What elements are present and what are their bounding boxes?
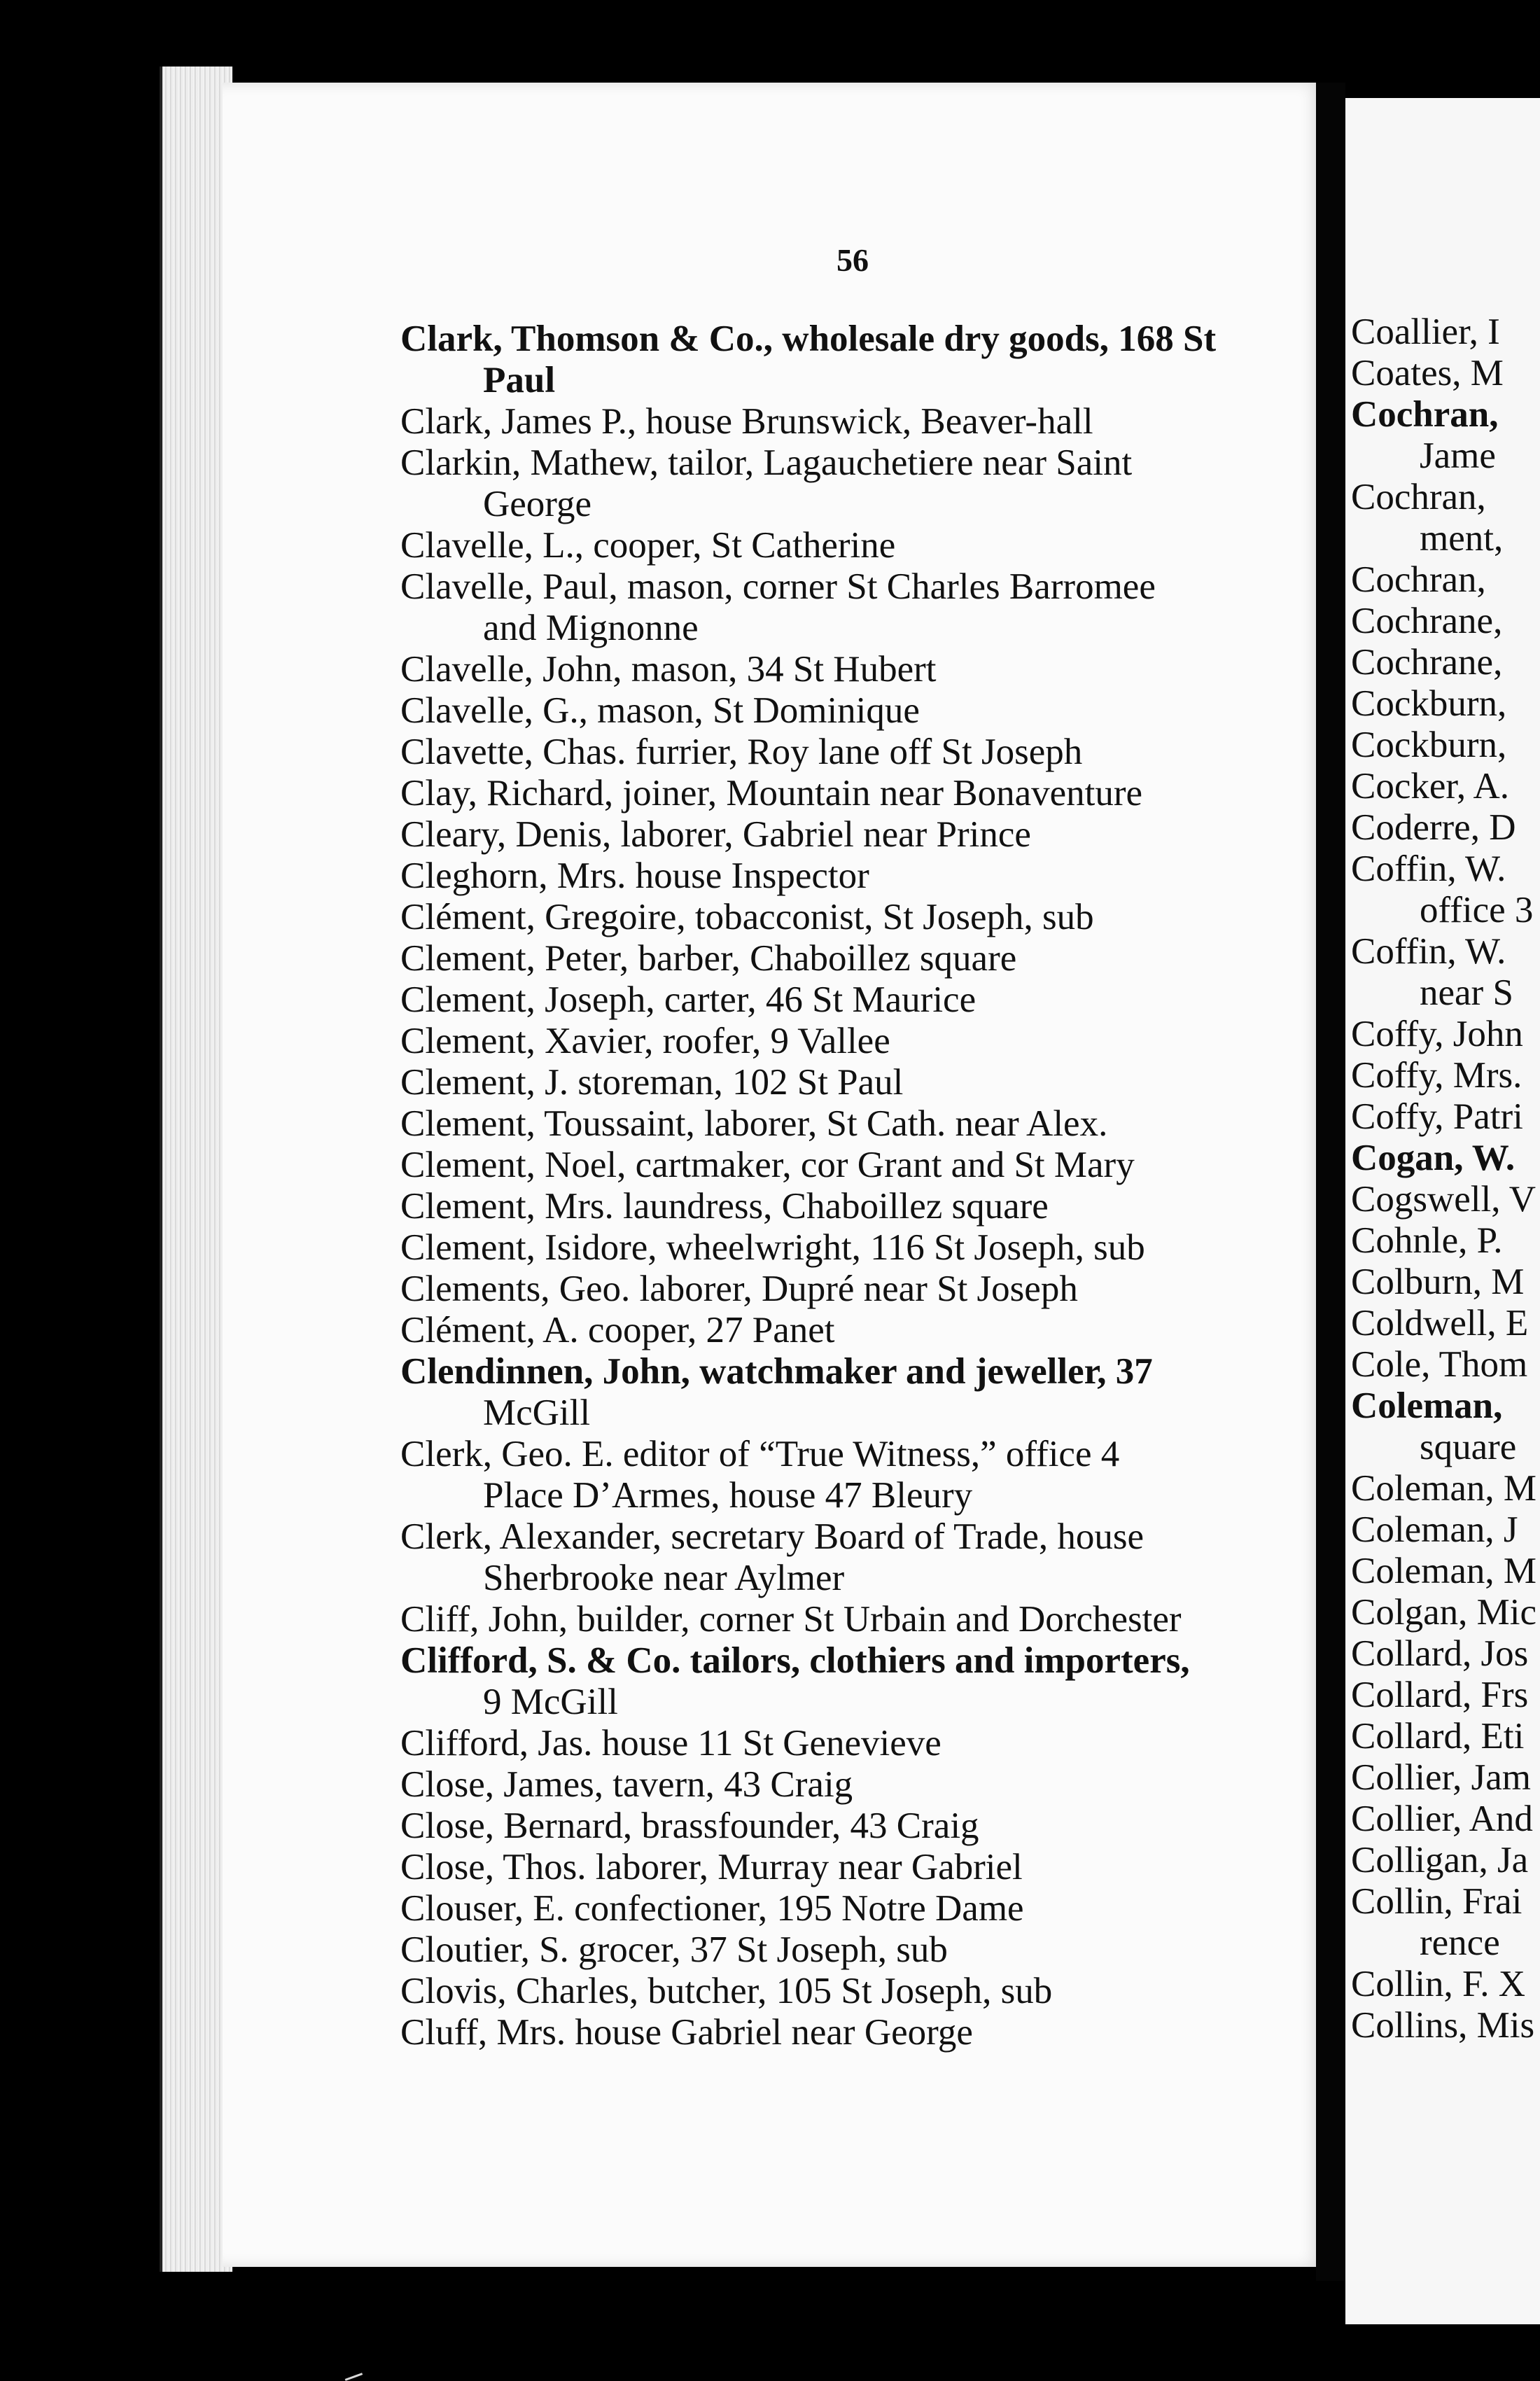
directory-entry-line: Coallier, I [1351,312,1500,352]
directory-entry-line: Cohnle, P. [1351,1220,1503,1261]
directory-entry-line: Close, James, tavern, 43 Craig [400,1764,853,1805]
directory-entry-line: square [1420,1427,1517,1467]
directory-entry-line: Clerk, Alexander, secretary Board of Trade, house [400,1516,1144,1557]
directory-entry-line: Clark, James P., house Brunswick, Beaver-hall [400,401,1093,442]
book-gutter [1316,83,1345,2281]
directory-entry-line: Clavelle, L., cooper, St Catherine [400,525,896,566]
directory-entry-line: Clifford, Jas. house 11 St Genevieve [400,1723,941,1764]
stray-mark [342,2363,363,2381]
directory-entry-line: Cogan, W. [1351,1138,1516,1178]
directory-entry-line: Collard, Jos [1351,1633,1529,1674]
book-page-edges [160,67,232,2272]
directory-entry-line: Coffy, John [1351,1014,1523,1054]
directory-entry-line: Clements, Geo. laborer, Dupré near St Joseph [400,1269,1078,1309]
directory-entry-line: Clement, J. storeman, 102 St Paul [400,1062,904,1103]
directory-entry-line: Collin, Frai [1351,1881,1522,1922]
directory-entry-line: Cocker, A. [1351,766,1510,807]
directory-entry-line: Clavelle, Paul, mason, corner St Charles Barromee [400,566,1156,607]
directory-entry-line: Cloutier, S. grocer, 37 St Joseph, sub [400,1929,948,1970]
directory-entry-line: Clay, Richard, joiner, Mountain near Bonaventure [400,773,1143,814]
directory-entry-line: Clarkin, Mathew, tailor, Lagauchetiere near Saint [400,442,1133,483]
directory-entry-line: Clifford, S. & Co. tailors, clothiers and importers, [400,1640,1190,1681]
directory-entry-line: McGill [483,1392,591,1433]
directory-entry-line: Coates, M [1351,353,1504,393]
directory-entry-line: Coleman, [1351,1385,1503,1426]
directory-entry-line: and Mignonne [483,608,699,648]
directory-entry-line: Place D’Armes, house 47 Bleury [483,1475,973,1516]
directory-entry-line: Colligan, Ja [1351,1840,1529,1880]
directory-entry-line: Clouser, E. confectioner, 195 Notre Dame [400,1888,1024,1929]
directory-entry-line: Clement, Noel, cartmaker, cor Grant and St Mary [400,1145,1135,1185]
directory-entry-line: Jame [1420,435,1496,476]
directory-entry-line: Cliff, John, builder, corner St Urbain and Dorchester [400,1599,1182,1640]
directory-entry-line: Clavelle, G., mason, St Dominique [400,690,920,731]
directory-entry-line: Coffin, W. [1351,849,1506,889]
page-number: 56 [836,242,869,278]
directory-entry-line: Coffy, Mrs. [1351,1055,1522,1096]
directory-entries-left [400,319,1317,2053]
directory-entry-line: Clerk, Geo. E. editor of “True Witness,” office 4 [400,1434,1120,1474]
directory-entry-line: Clement, Toussaint, laborer, St Cath. near Alex. [400,1103,1108,1144]
directory-entry-line: Collins, Mis [1351,2005,1535,2046]
directory-entry-line: Collard, Eti [1351,1716,1525,1757]
directory-entry-line: Coleman, M [1351,1468,1536,1509]
directory-entry-line: Cochran, [1351,477,1486,517]
directory-entry-line: office 3 [1420,890,1534,930]
directory-entry-line: Collier, Jam [1351,1757,1531,1798]
directory-entry-line: Coderre, D [1351,807,1516,848]
directory-entry-line: Cochran, [1351,559,1486,600]
directory-entry-line: rence [1420,1922,1500,1963]
directory-entry-line: Collin, F. X [1351,1964,1526,2004]
directory-entries-right [1351,312,1536,2046]
directory-entry-line: 9 McGill [483,1682,618,1722]
directory-entry-line: Cochran, [1351,394,1499,435]
directory-entry-line: Colgan, Mic [1351,1592,1536,1633]
directory-entry-line: George [483,484,592,524]
directory-entry-line: Close, Bernard, brassfounder, 43 Craig [400,1806,979,1846]
directory-entry-line: Cogswell, V [1351,1179,1536,1220]
directory-entry-line: Clovis, Charles, butcher, 105 St Joseph, sub [400,1971,1053,2011]
directory-entry-line: Clément, A. cooper, 27 Panet [400,1310,835,1350]
directory-entry-line: Clement, Mrs. laundress, Chaboillez square [400,1186,1049,1227]
directory-entry-line: Clement, Joseph, carter, 46 St Maurice [400,979,976,1020]
directory-entry-line: Cockburn, [1351,725,1507,765]
directory-entry-line: Clark, Thomson & Co., wholesale dry goods, 168 St [400,319,1217,359]
directory-entry-line: Paul [483,360,556,400]
directory-entry-line: Coleman, J [1351,1509,1518,1550]
directory-entry-line: Collard, Frs [1351,1675,1529,1715]
directory-entry-line: Clavelle, John, mason, 34 St Hubert [400,649,937,690]
directory-entry-line: Coffin, W. [1351,931,1506,972]
directory-entry-line: Cockburn, [1351,683,1507,724]
directory-entry-line: Clement, Isidore, wheelwright, 116 St Joseph, sub [400,1227,1145,1268]
directory-entry-line: Cleghorn, Mrs. house Inspector [400,856,869,896]
directory-entry-line: Coldwell, E [1351,1303,1529,1343]
directory-entry-line: Clendinnen, John, watchmaker and jeweller, 37 [400,1351,1153,1392]
directory-entry-line: Cochrane, [1351,642,1503,683]
directory-entry-line: Clement, Xavier, roofer, 9 Vallee [400,1021,890,1061]
directory-entry-line: Clement, Peter, barber, Chaboillez square [400,938,1017,979]
directory-entry-line: Cole, Thom [1351,1344,1528,1385]
directory-entry-line: Cleary, Denis, laborer, Gabriel near Prince [400,814,1031,855]
directory-entry-line: Colburn, M [1351,1262,1525,1302]
directory-entry-line: Clément, Gregoire, tobacconist, St Joseph, sub [400,897,1094,937]
directory-entry-line: Coleman, M [1351,1551,1536,1591]
directory-entry-line: Coffy, Patri [1351,1096,1523,1137]
directory-entry-line: near S [1420,972,1513,1013]
directory-entry-line: Close, Thos. laborer, Murray near Gabriel [400,1847,1023,1887]
directory-entry-line: Sherbrooke near Aylmer [483,1558,845,1598]
directory-entry-line: ment, [1420,518,1504,559]
directory-entry-line: Clavette, Chas. furrier, Roy lane off St Joseph [400,732,1083,772]
directory-entry-line: Cochrane, [1351,601,1503,641]
directory-entry-line: Cluff, Mrs. house Gabriel near George [400,2012,973,2053]
directory-entry-line: Collier, And [1351,1799,1533,1839]
